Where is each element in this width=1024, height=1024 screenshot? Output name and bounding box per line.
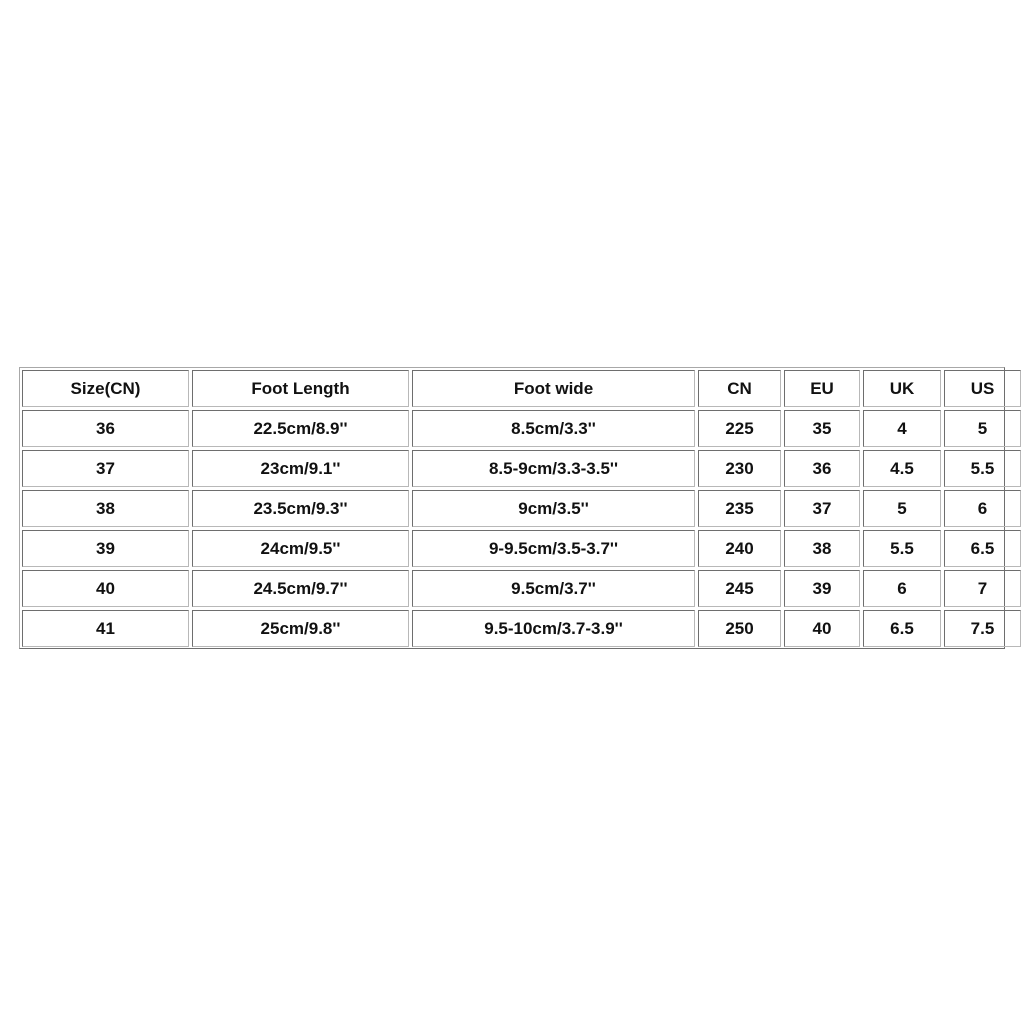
header-size-cn: Size(CN) (22, 370, 189, 407)
cell-size-cn: 38 (22, 490, 189, 527)
cell-us: 7 (944, 570, 1021, 607)
cell-foot-length: 24cm/9.5'' (192, 530, 409, 567)
header-row (22, 370, 1021, 407)
cell-uk: 5 (863, 490, 941, 527)
cell-cn: 250 (698, 610, 781, 647)
size-chart-table-container (19, 367, 1005, 649)
cell-uk: 4 (863, 410, 941, 447)
header-cn: CN (698, 370, 781, 407)
header-eu: EU (784, 370, 860, 407)
cell-foot-wide: 9-9.5cm/3.5-3.7'' (412, 530, 695, 567)
cell-foot-length: 24.5cm/9.7'' (192, 570, 409, 607)
cell-foot-length: 23cm/9.1'' (192, 450, 409, 487)
table-row (22, 490, 1021, 527)
size-chart-table (19, 367, 1024, 650)
table-row (22, 610, 1021, 647)
table-row (22, 450, 1021, 487)
cell-us: 5 (944, 410, 1021, 447)
cell-eu: 38 (784, 530, 860, 567)
cell-cn: 235 (698, 490, 781, 527)
cell-foot-wide: 8.5-9cm/3.3-3.5'' (412, 450, 695, 487)
cell-foot-wide: 9.5cm/3.7'' (412, 570, 695, 607)
cell-foot-wide: 9.5-10cm/3.7-3.9'' (412, 610, 695, 647)
header-us: US (944, 370, 1021, 407)
cell-foot-wide: 9cm/3.5'' (412, 490, 695, 527)
cell-foot-length: 22.5cm/8.9'' (192, 410, 409, 447)
table-row (22, 570, 1021, 607)
header-uk: UK (863, 370, 941, 407)
cell-foot-wide: 8.5cm/3.3'' (412, 410, 695, 447)
cell-eu: 37 (784, 490, 860, 527)
cell-foot-length: 25cm/9.8'' (192, 610, 409, 647)
cell-eu: 36 (784, 450, 860, 487)
cell-eu: 39 (784, 570, 860, 607)
table-row (22, 410, 1021, 447)
table-row (22, 530, 1021, 567)
cell-uk: 5.5 (863, 530, 941, 567)
cell-size-cn: 41 (22, 610, 189, 647)
cell-size-cn: 40 (22, 570, 189, 607)
cell-us: 6.5 (944, 530, 1021, 567)
cell-uk: 4.5 (863, 450, 941, 487)
cell-cn: 230 (698, 450, 781, 487)
header-foot-length: Foot Length (192, 370, 409, 407)
cell-size-cn: 36 (22, 410, 189, 447)
cell-cn: 240 (698, 530, 781, 567)
cell-size-cn: 39 (22, 530, 189, 567)
cell-size-cn: 37 (22, 450, 189, 487)
cell-us: 6 (944, 490, 1021, 527)
cell-uk: 6 (863, 570, 941, 607)
cell-cn: 245 (698, 570, 781, 607)
cell-eu: 35 (784, 410, 860, 447)
cell-uk: 6.5 (863, 610, 941, 647)
cell-eu: 40 (784, 610, 860, 647)
header-foot-wide: Foot wide (412, 370, 695, 407)
cell-us: 5.5 (944, 450, 1021, 487)
cell-us: 7.5 (944, 610, 1021, 647)
cell-cn: 225 (698, 410, 781, 447)
cell-foot-length: 23.5cm/9.3'' (192, 490, 409, 527)
